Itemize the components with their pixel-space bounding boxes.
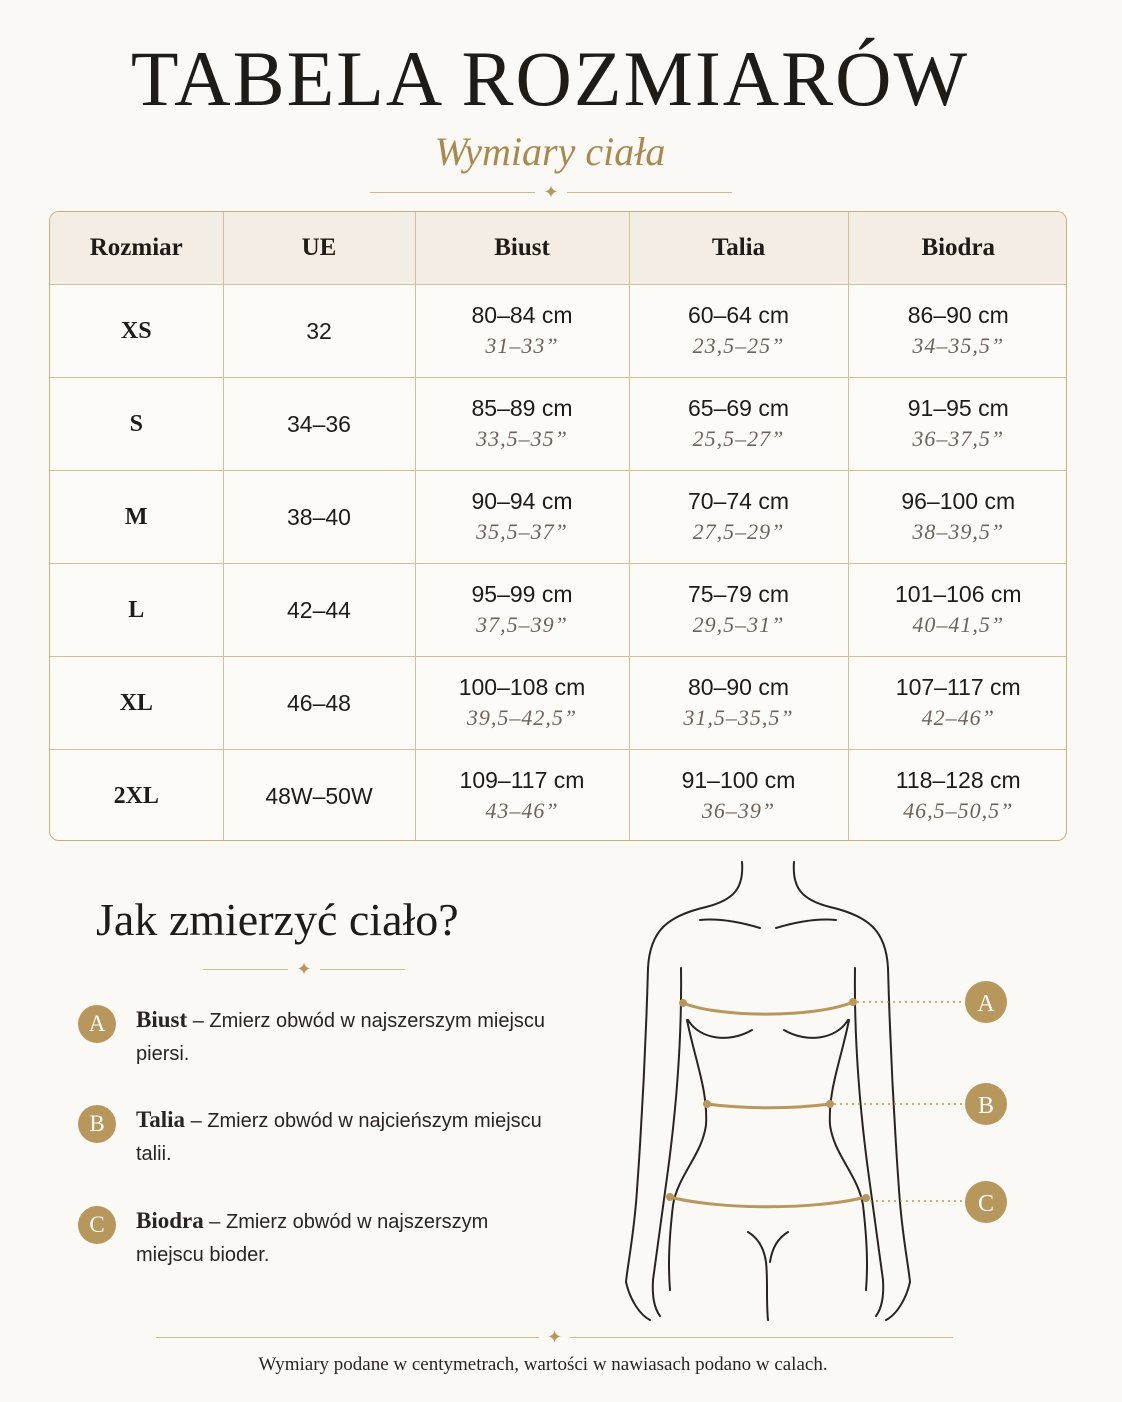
column-header-waist: Talia — [629, 212, 848, 285]
column-header-hips: Biodra — [848, 212, 1067, 285]
column-header-ue: UE — [223, 212, 415, 285]
instruction-term: Biodra — [136, 1208, 204, 1233]
instruction-hips — [78, 1204, 558, 1272]
ue-cell: 42–44 — [223, 564, 415, 657]
table-row — [50, 378, 1067, 471]
badge-b: B — [78, 1105, 116, 1143]
bust-inch: 43–46” — [485, 797, 559, 823]
hips-inch: 36–37,5” — [912, 425, 1005, 451]
hips-cm: 91–95 cm — [907, 394, 1009, 421]
figure-badges — [965, 981, 1007, 1223]
size-cell: M — [50, 471, 223, 564]
column-header-bust: Biust — [415, 212, 629, 285]
waist-measure-line — [707, 1104, 830, 1108]
instruction-dash: – — [185, 1110, 208, 1132]
bust-inch: 31–33” — [485, 332, 559, 358]
bust-inch: 39,5–42,5” — [466, 704, 578, 730]
hips-cm: 86–90 cm — [907, 301, 1009, 328]
size-cell: L — [50, 564, 223, 657]
hips-cell — [848, 378, 1067, 471]
waist-cm: 70–74 cm — [687, 487, 789, 514]
bust-cell — [415, 750, 629, 842]
ue-cell: 34–36 — [223, 378, 415, 471]
ornament-icon: ✦ — [543, 182, 559, 202]
hips-cell — [848, 285, 1067, 378]
waist-cell — [629, 564, 848, 657]
instruction-desc: Zmierz obwód w najcieńszym miejscu talii. — [136, 1110, 542, 1165]
size-cell: XL — [50, 657, 223, 750]
table-header-row — [50, 212, 1067, 285]
size-cell: XS — [50, 285, 223, 378]
table-row — [50, 285, 1067, 378]
waist-cell — [629, 285, 848, 378]
bust-cm: 109–117 cm — [459, 766, 585, 793]
badge-c: C — [78, 1206, 116, 1244]
ue-cell: 46–48 — [223, 657, 415, 750]
waist-cm: 80–90 cm — [687, 673, 789, 700]
bust-inch: 35,5–37” — [476, 518, 568, 544]
howto-divider — [203, 960, 405, 978]
waist-inch: 36–39” — [701, 797, 776, 823]
bust-cm: 85–89 cm — [471, 394, 573, 421]
bust-inch: 33,5–35” — [476, 425, 568, 451]
ornament-icon: ✦ — [296, 959, 312, 979]
waist-inch: 31,5–35,5” — [683, 704, 794, 730]
bust-cm: 100–108 cm — [458, 673, 586, 700]
bust-cell — [415, 285, 629, 378]
waist-inch: 23,5–25” — [692, 332, 785, 358]
hips-cell — [848, 657, 1067, 750]
bust-cm: 95–99 cm — [471, 580, 573, 607]
waist-cell — [629, 378, 848, 471]
size-cell: 2XL — [50, 750, 223, 842]
badge-a: A — [78, 1005, 116, 1043]
ue-cell: 38–40 — [223, 471, 415, 564]
hips-cell — [848, 750, 1067, 842]
waist-cell — [629, 750, 848, 842]
waist-cm: 60–64 cm — [687, 301, 789, 328]
bust-cm: 90–94 cm — [471, 487, 573, 514]
instruction-term: Talia — [136, 1107, 186, 1132]
hips-cm: 101–106 cm — [894, 580, 1022, 607]
page-subtitle: Wymiary ciała — [434, 129, 666, 174]
hips-cell — [848, 471, 1067, 564]
waist-cm: 65–69 cm — [687, 394, 789, 421]
instruction-text — [136, 1003, 558, 1071]
leader-lines — [834, 1002, 964, 1201]
ue-cell: 48W–50W — [223, 750, 415, 842]
instruction-dash: – — [203, 1211, 226, 1233]
waist-cell — [629, 471, 848, 564]
bust-cell — [415, 564, 629, 657]
instruction-term: Biust — [136, 1007, 188, 1032]
hips-cell — [848, 564, 1067, 657]
table-row — [50, 657, 1067, 750]
instruction-dash: – — [187, 1010, 210, 1032]
hips-measure-line — [670, 1197, 866, 1207]
waist-inch: 29,5–31” — [692, 611, 785, 637]
bust-cell — [415, 657, 629, 750]
body-outline — [626, 862, 910, 1320]
table-row — [50, 564, 1067, 657]
title-divider — [370, 183, 732, 201]
hips-cm: 107–117 cm — [895, 673, 1021, 700]
hips-inch: 42–46” — [921, 704, 995, 730]
bust-cell — [415, 378, 629, 471]
instruction-bust — [78, 1003, 558, 1071]
bust-inch: 37,5–39” — [476, 611, 568, 637]
hips-cm: 96–100 cm — [901, 487, 1016, 514]
ornament-icon: ✦ — [546, 1327, 563, 1347]
hips-inch: 46,5–50,5” — [903, 797, 1014, 823]
size-table — [49, 211, 1067, 841]
figure-label-c: C — [977, 1191, 995, 1217]
page-title: TABELA ROZMIARÓW — [130, 35, 970, 122]
footer-note: Wymiary podane w centymetrach, wartości w nawiasach podano w calach. — [258, 1354, 828, 1375]
ue-cell: 32 — [223, 285, 415, 378]
hips-inch: 40–41,5” — [912, 611, 1005, 637]
waist-inch: 27,5–29” — [692, 518, 785, 544]
bust-cm: 80–84 cm — [471, 301, 573, 328]
waist-cell — [629, 657, 848, 750]
instruction-desc: Zmierz obwód w najszerszym miejscu piersi. — [136, 1010, 546, 1065]
table-row — [50, 471, 1067, 564]
instruction-text — [136, 1103, 558, 1171]
waist-cm: 91–100 cm — [681, 766, 796, 793]
figure-label-a: A — [977, 991, 995, 1017]
instruction-text — [136, 1204, 558, 1272]
hips-inch: 34–35,5” — [912, 332, 1005, 358]
waist-inch: 25,5–27” — [692, 425, 785, 451]
hips-inch: 38–39,5” — [912, 518, 1005, 544]
bust-measure-line — [683, 1002, 853, 1014]
instruction-waist — [78, 1103, 558, 1171]
waist-cm: 75–79 cm — [687, 580, 789, 607]
column-header-size: Rozmiar — [50, 212, 223, 285]
bust-cell — [415, 471, 629, 564]
hips-cm: 118–128 cm — [895, 766, 1021, 793]
footer-divider — [156, 1328, 953, 1346]
instruction-desc: Zmierz obwód w najszerszym miejscu bioder. — [136, 1211, 489, 1266]
howto-title: Jak zmierzyć ciało? — [96, 894, 459, 945]
table-row — [50, 750, 1067, 842]
body-figure-illustration — [590, 855, 1020, 1325]
size-cell: S — [50, 378, 223, 471]
figure-label-b: B — [977, 1093, 995, 1119]
